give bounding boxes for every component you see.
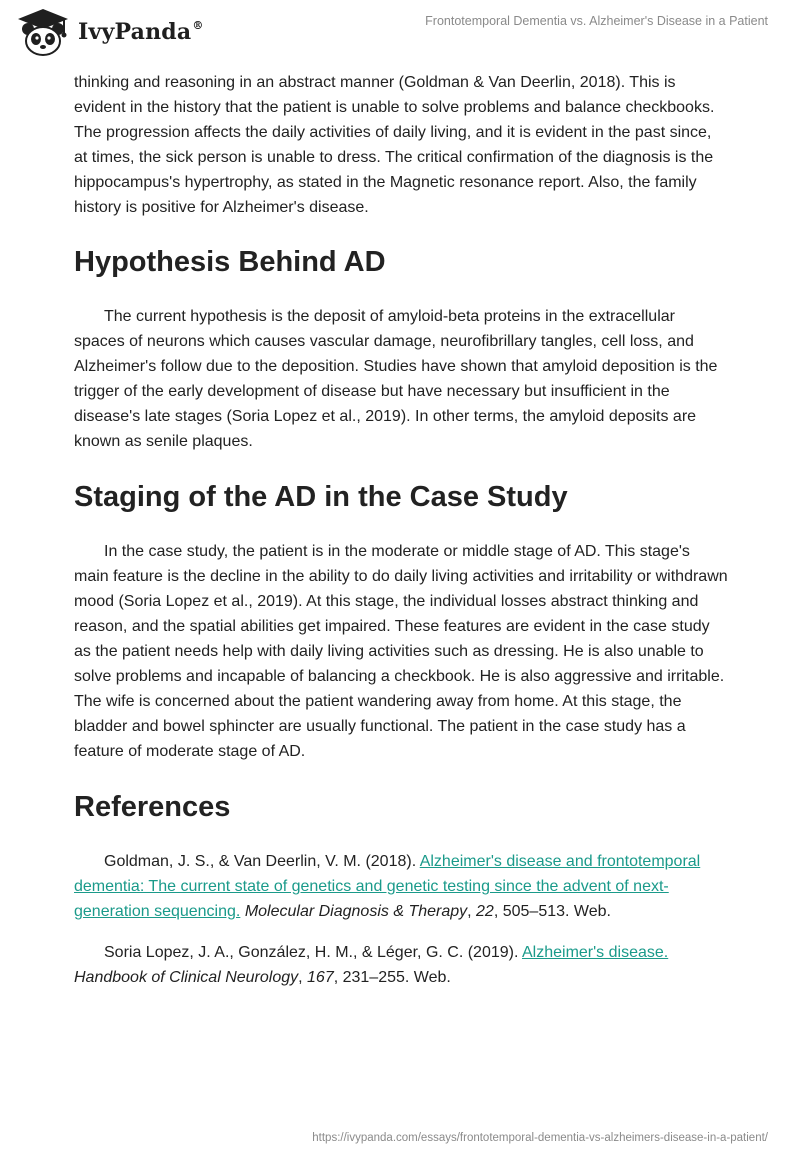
reference-item: Soria Lopez, J. A., González, H. M., & Léger, G. C. (2019). Alzheimer's disease. Handbook of Clinical Neurology, 167, 231–255. Web.	[74, 944, 669, 986]
article-body	[74, 70, 728, 990]
reference-journal: Molecular Diagnosis & Therapy	[244, 903, 468, 920]
reference-volume: 22	[476, 903, 494, 920]
reference-volume: 167	[307, 969, 334, 986]
source-url[interactable]: https://ivypanda.com/essays/frontotemporal-dementia-vs-alzheimers-disease-in-a-patient/	[312, 1132, 768, 1144]
staging-paragraph: In the case study, the patient is in the moderate or middle stage of AD. This stage's main feature is the decline in the ability to do daily living activities and irritability or withdrawn mood (Soria Lopez et al., 2019). At this stage, the individual losses abstract thinking and reason, and the spatial abilities get impaired. These features are evident in the case study as the patient needs help with daily living activities such as dressing. He is also unable to solve problems and incapable of balancing a checkbook. He is also aggressive and irritable. The wife is concerned about the patient wandering away from home. At this stage, the bladder and bowel sphincter are usually functional. The patient in the case study has a feature of moderate stage of AD.	[74, 543, 728, 760]
heading-hypothesis: Hypothesis Behind AD	[74, 246, 386, 278]
reference-link[interactable]: Alzheimer's disease and frontotemporal dementia: The current state of genetics and genetic testing since the advent of next-generation sequencing.	[74, 853, 701, 920]
heading-staging: Staging of the AD in the Case Study	[74, 481, 568, 513]
reference-authors: Soria Lopez, J. A., González, H. M., & Léger, G. C. (2019).	[104, 944, 522, 961]
hypothesis-paragraph: The current hypothesis is the deposit of amyloid-beta proteins in the extracellular spaces of neurons which causes vascular damage, neurofibrillary tangles, cell loss, and Alzheimer's follow due to the deposition. Studies have shown that amyloid deposition is the trigger of the early development of disease but have necessary but insufficient in the disease's late stages (Soria Lopez et al., 2019). In other terms, the amyloid deposits are known as senile plaques.	[74, 308, 718, 450]
heading-references: References	[74, 791, 231, 823]
logo[interactable]	[14, 7, 204, 57]
reference-link[interactable]: Alzheimer's disease.	[521, 944, 669, 961]
brand-name: IvyPanda®	[78, 19, 204, 45]
reference-item: Goldman, J. S., & Van Deerlin, V. M. (2018). Alzheimer's disease and frontotemporal dementia: The current state of genetics and genetic testing since the advent of next-generation sequencing. Molecular Diagnosis & Therapy, 22, 505–513. Web.	[74, 853, 701, 920]
page-header	[0, 0, 800, 66]
reference-journal: Handbook of Clinical Neurology	[74, 969, 299, 986]
intro-paragraph: thinking and reasoning in an abstract manner (Goldman & Van Deerlin, 2018). This is evident in the history that the patient is unable to solve problems and balance checkbooks. The progression affects the daily activities of daily living, and it is evident in the past since, at times, the sick person is unable to dress. The critical confirmation of the diagnosis is the hippocampus's hypertrophy, as stated in the Magnetic resonance report. Also, the family history is positive for Alzheimer's disease.	[74, 74, 715, 216]
reference-pages: , 231–255. Web.	[333, 969, 451, 986]
reference-authors: Goldman, J. S., & Van Deerlin, V. M. (2018).	[104, 853, 420, 870]
document-title: Frontotemporal Dementia vs. Alzheimer's Disease in a Patient	[425, 14, 768, 28]
panda-logo-icon	[14, 7, 72, 57]
reference-pages: , 505–513. Web.	[493, 903, 611, 920]
